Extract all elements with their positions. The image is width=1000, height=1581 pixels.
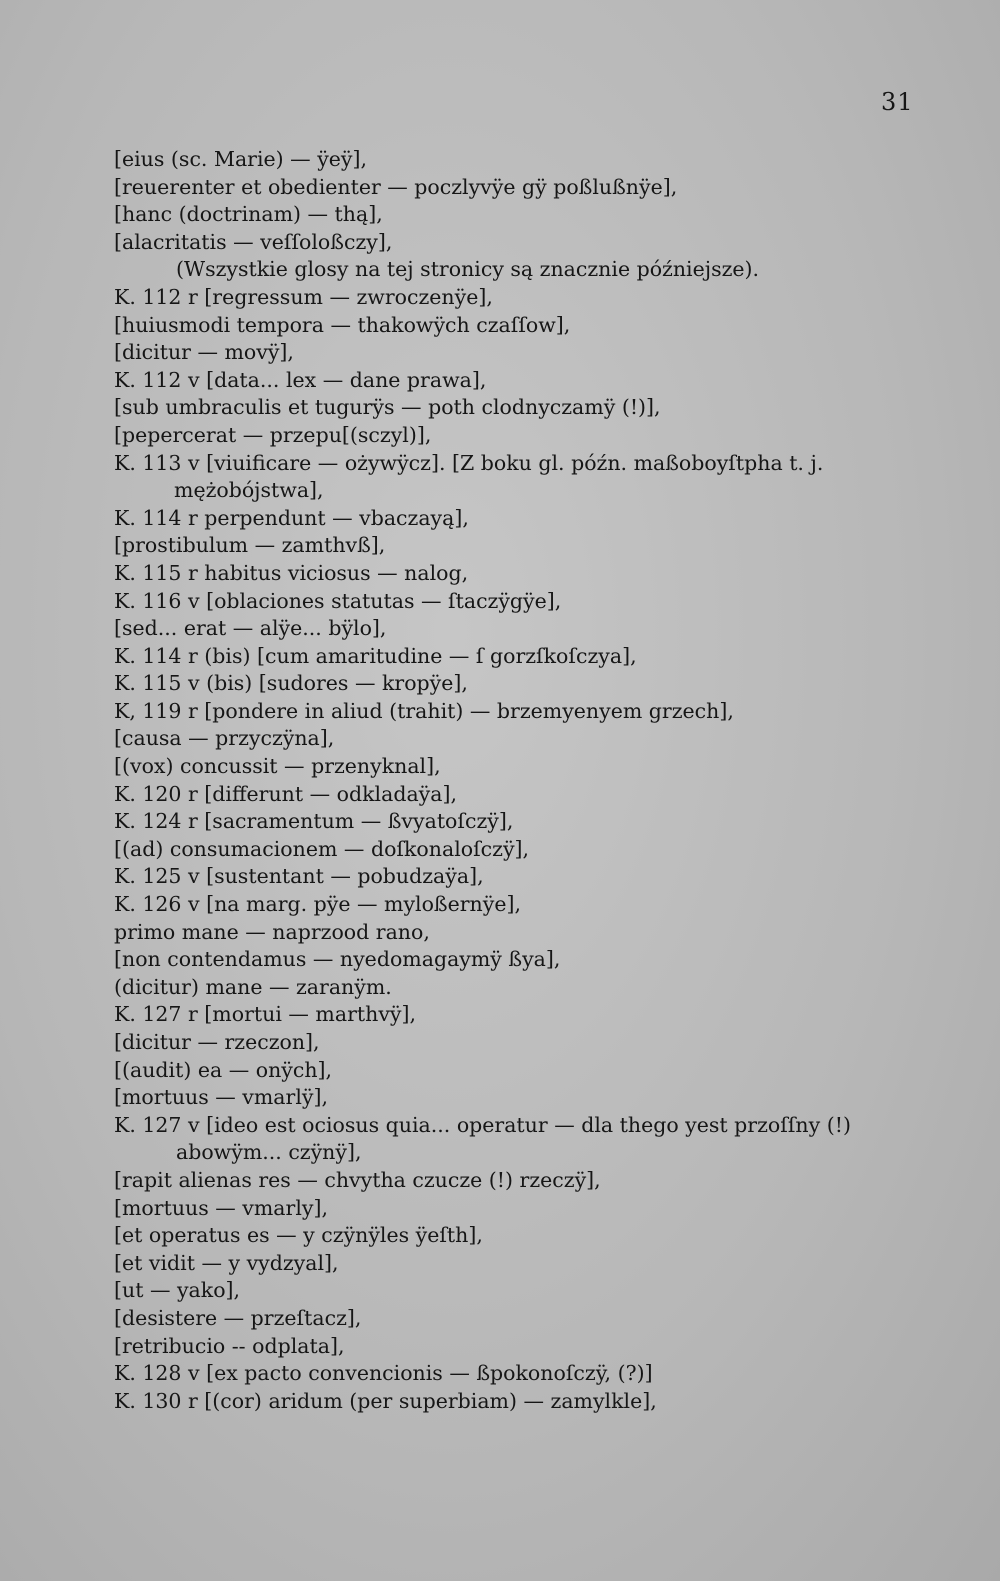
text-line: (dicitur) mane — zaranÿm. bbox=[114, 974, 392, 999]
text-line: K. 115 v (bis) [sudores — kropÿe], bbox=[114, 671, 468, 696]
text-line: K. 120 r [differunt — odkladaÿa], bbox=[114, 781, 457, 806]
text-line: K. 126 v [na marg. pÿe — myloßernÿe], bbox=[114, 892, 521, 917]
text-line: K. 114 r (bis) [cum amaritudine — ſ gorzſkoſczya], bbox=[114, 643, 637, 668]
text-line: [et operatus es — y czÿnÿles ÿeſth], bbox=[114, 1223, 483, 1248]
text-line: [hanc (doctrinam) — thą], bbox=[114, 202, 383, 227]
text-line: [huiusmodi tempora — thakowÿch czaſſow], bbox=[114, 312, 571, 337]
text-line: [prostibulum — zamthvß], bbox=[114, 533, 386, 558]
text-line: primo mane — naprzood rano, bbox=[114, 919, 430, 944]
text-line: [eius (sc. Marie) — ÿeÿ], bbox=[114, 147, 367, 171]
text-line: (Wszystkie glosy na tej stronicy są znacznie późniejsze). bbox=[176, 257, 760, 282]
text-line: [(audit) ea — onÿch], bbox=[114, 1057, 333, 1082]
text-line: [sub umbraculis et tugurÿs — poth clodnyczamÿ (!)], bbox=[114, 395, 661, 420]
text-line: K. 128 v [ex pacto convencionis — ßpokonoſczÿ, (?)] bbox=[114, 1361, 653, 1386]
text-line: [rapit alienas res — chvytha czucze (!) rzeczÿ], bbox=[114, 1167, 601, 1192]
text-line: [(ad) consumacionem — doſkonaloſczÿ], bbox=[114, 836, 530, 861]
text-line: [dicitur — rzeczon], bbox=[114, 1030, 320, 1054]
text-line: K. 112 v [data... lex — dane prawa], bbox=[114, 367, 487, 392]
text-line: K. 130 r [(cor) aridum (per superbiam) — zamylkle], bbox=[114, 1388, 657, 1413]
text-line: K. 127 r [mortui — marthvÿ], bbox=[114, 1002, 416, 1027]
text-line: K. 114 r perpendunt — vbaczayą], bbox=[114, 505, 469, 530]
text-line: [ut — yako], bbox=[114, 1278, 241, 1303]
text-line: [retribucio -- odplata], bbox=[114, 1333, 345, 1358]
text-line: K. 127 v [ideo est ociosus quia... operatur — dla thego yest przoſſny (!) bbox=[114, 1112, 851, 1137]
text-line: [(vox) concussit — przenyknal], bbox=[114, 754, 441, 779]
text-line: abowÿm... czÿnÿ], bbox=[176, 1140, 362, 1165]
text-line: [et vidit — y vydzyal], bbox=[114, 1250, 339, 1275]
text-line: K. 116 v [oblaciones statutas — ſtaczÿgÿe], bbox=[114, 588, 562, 613]
text-line: [sed... erat — alÿe... bÿlo], bbox=[114, 616, 387, 641]
text-line: [desistere — przeſtacz], bbox=[114, 1305, 362, 1330]
text-line: [non contendamus — nyedomagaymÿ ßya], bbox=[114, 947, 561, 972]
text-line: K. 125 v [sustentant — pobudzaÿa], bbox=[114, 864, 484, 889]
page-number: 31 bbox=[881, 88, 914, 116]
text-line: [reuerenter et obedienter — poczlyvÿe gÿ poßlußnÿe], bbox=[114, 174, 678, 199]
text-body bbox=[114, 146, 954, 1415]
text-line: [dicitur — movÿ], bbox=[114, 340, 294, 365]
text-line: mężobójstwa], bbox=[174, 478, 324, 503]
text-line: [pepercerat — przepu[(sczyl)], bbox=[114, 422, 432, 447]
text-line: K, 119 r [pondere in aliud (trahit) — brzemyenyem grzech], bbox=[114, 698, 734, 723]
text-line: K. 112 r [regressum — zwroczenÿe], bbox=[114, 284, 493, 309]
text-line: K. 124 r [sacramentum — ßvyatoſczÿ], bbox=[114, 809, 514, 834]
text-line: [alacritatis — veſſoloßczy], bbox=[114, 229, 393, 254]
text-line: [mortuus — vmarlÿ], bbox=[114, 1085, 328, 1110]
text-line: [causa — przyczÿna], bbox=[114, 726, 335, 751]
text-line: K. 115 r habitus viciosus — nalog, bbox=[114, 560, 469, 585]
text-line: [mortuus — vmarly], bbox=[114, 1195, 328, 1220]
text-line: K. 113 v [viuificare — ożywÿcz]. [Z boku gl. późn. maßoboyſtpha t. j. bbox=[114, 450, 824, 475]
